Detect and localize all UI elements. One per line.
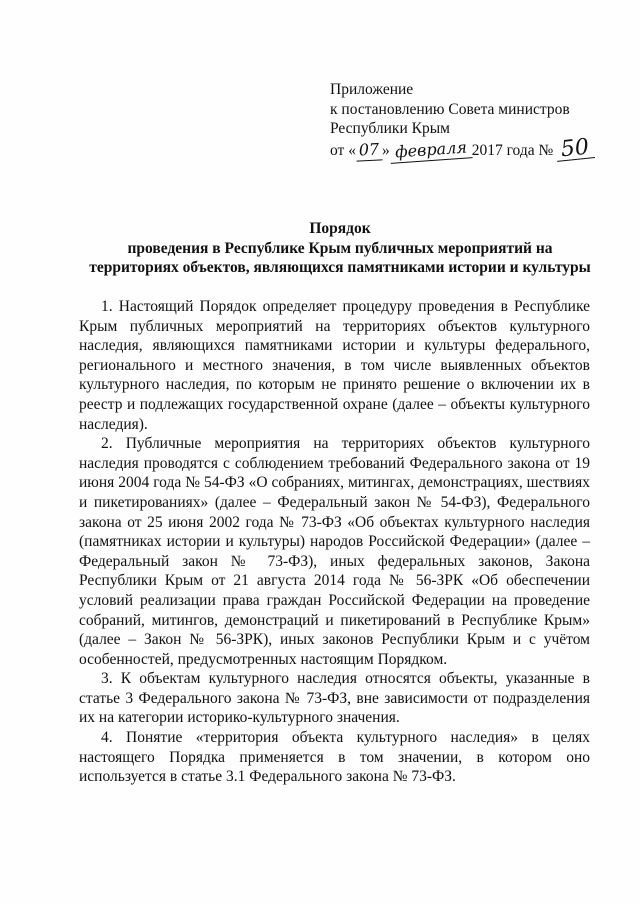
paragraph-1: 1. Настоящий Порядок определяет процедуру проведения в Республике Крым публичных мероприятий на территориях объектов культурного наследия, являющихся памятниками истории и культуры федерального, регионального и местного значения, в том числе выявленных объектов культурного наследия, по которым не принято решение о включении их в реестр и подлежащих государственной охране (далее – объекты культурного наследия). [79,298,590,433]
date-prefix: от « [330,141,356,159]
appendix-header [330,80,594,160]
appendix-line-3: Республики Крым [330,120,450,137]
paragraph-3: 3. К объектам культурного наследия относятся объекты, указанные в статье 3 Федерального закона № 73-ФЗ, вне зависимости от подразделения их на категории историко-культурного значения. [79,670,590,727]
appendix-line-2: к постановлению Совета министров [330,100,570,118]
title-line-3: территориях объектов, являющихся памятниками истории и культуры [89,259,591,276]
handwritten-day: 07 [355,139,382,161]
appendix-date-line [330,134,594,162]
title-line-2: проведения в Республике Крым публичных мероприятий на [127,239,553,257]
handwritten-doc-number: 50 [555,137,595,161]
appendix-line-1: Приложение [330,81,414,98]
date-mid: » [381,141,390,159]
date-year: 2017 года № [471,141,554,159]
paragraph-4: 4. Понятие «территория объекта культурного наследия» в целях настоящего Порядка применяется в том значении, в котором оно используется в статье 3.1 Федерального закона № 73-ФЗ. [79,729,590,786]
document-body [79,297,590,787]
title-line-1: Порядок [309,220,371,237]
handwritten-month: февраля [389,137,472,163]
paragraph-2: 2. Публичные мероприятия на территориях объектов культурного наследия проводятся с соблюдением требований Федерального закона от 19 июня 2004 года № 54-ФЗ «О собраниях, митингах, демонстрациях, шествиях и пикетированиях» (далее – Федеральный закон № 54-ФЗ), Федерального закона от 25 июня 2002 года № 73-ФЗ «Об объектах культурного наследия (памятниках истории и культуры) народов Российской Федерации» (далее – Федеральный закон № 73-ФЗ), иных федеральных законов, Закона Республики Крым от 21 августа 2014 года № 56-ЗРК «Об обеспечении условий реализации права граждан Российской Федерации на проведение собраний, митингов, демонстраций и пикетирований в Республике Крым» (далее – Закон № 56-ЗРК), иных законов Республики Крым и с учётом особенностей, предусмотренных настоящим Порядком. [79,435,590,668]
document-title [60,219,620,278]
